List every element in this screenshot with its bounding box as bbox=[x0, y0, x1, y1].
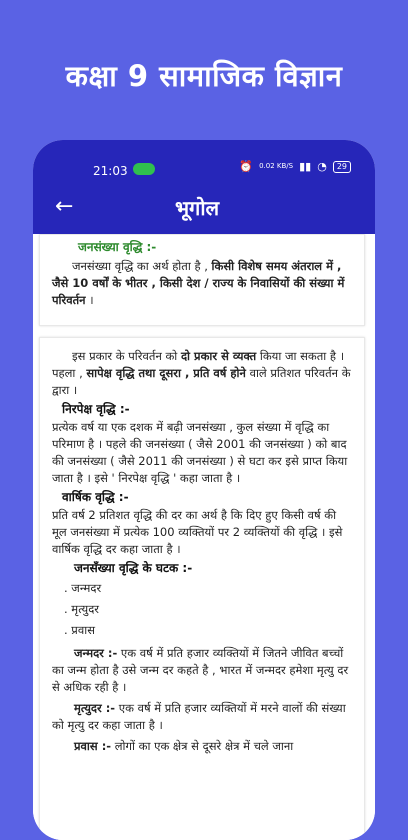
list-item: . जन्मदर bbox=[64, 581, 102, 595]
section-heading: वार्षिक वृद्धि :- bbox=[62, 490, 129, 504]
phone-frame bbox=[33, 140, 375, 840]
wifi-icon: ◔ bbox=[317, 160, 327, 173]
section-heading: जनसंख्या वृद्धि :- bbox=[78, 240, 157, 254]
paragraph: मृत्युदर :- एक वर्ष में प्रति हजार व्यक्तियों में मरने वालों की संख्या को मृत्यु दर कहा जाता है । bbox=[52, 701, 346, 732]
paragraph: जन्मदर :- एक वर्ष में प्रति हजार व्यक्तियों में जितने जीवित बच्चों का जन्म होता है उसे जन्म दर कहते है , भारत में जन्मदर हमेशा मृत्यु दर से अधिक रही है । bbox=[52, 646, 349, 694]
app-bar bbox=[33, 182, 375, 234]
battery-icon: 29 bbox=[333, 161, 351, 173]
section-heading: निरपेक्ष वृद्धि :- bbox=[62, 402, 130, 416]
paragraph: प्रवास :- लोगों का एक क्षेत्र से दूसरे क्षेत्र में चले जाना bbox=[74, 739, 294, 753]
page-card bbox=[39, 337, 365, 840]
page-card bbox=[39, 234, 365, 326]
alarm-icon: ⏰ bbox=[239, 160, 254, 173]
section-heading: जनसँख्या वृद्धि के घटक :- bbox=[74, 561, 193, 575]
app-title: भूगोल bbox=[175, 196, 220, 220]
signal-icon: ▮▮ bbox=[299, 160, 312, 173]
status-icons bbox=[239, 160, 351, 173]
call-indicator-icon bbox=[133, 163, 155, 175]
content-area[interactable] bbox=[33, 234, 375, 840]
list-item: . मृत्युदर bbox=[64, 602, 100, 616]
paragraph: प्रत्येक वर्ष या एक दशक में बढ़ी जनसंख्या , कुल संख्या में वृद्धि का परिमाण है । पहले की जनसंख्या ( जैसे 2001 की जनसंख्या ) को बाद की जनसंख्या ( जैसे 2011 की जनसंख्या ) से घटा कर इसे प्राप्त किया जाता है । इसे ' निरपेक्ष वृद्धि ' कहा जाता है । bbox=[52, 420, 348, 485]
promo-title: कक्षा 9 सामाजिक विज्ञान bbox=[65, 59, 343, 93]
back-arrow-icon[interactable]: ← bbox=[55, 194, 74, 219]
network-speed: 0.02 KB/S bbox=[259, 162, 294, 170]
list-item: . प्रवास bbox=[64, 623, 96, 637]
paragraph: जनसंख्या वृद्धि का अर्थ होता है , किसी विशेष समय अंतराल में , जैसे 10 वर्षों के भीतर , किसी देश / राज्य के निवासियों की संख्या में परिवर्तन । bbox=[52, 259, 345, 307]
paragraph: प्रति वर्ष 2 प्रतिशत वृद्धि की दर का अर्थ है कि दिए हुए किसी वर्ष की मूल जनसंख्या में प्रत्येक 100 व्यक्तियों पर 2 व्यक्तियों की वृद्धि । इसे वार्षिक वृद्धि दर कहा जाता है । bbox=[52, 508, 343, 556]
status-bar bbox=[33, 140, 375, 182]
status-time: 21:03 bbox=[93, 164, 128, 178]
paragraph: इस प्रकार के परिवर्तन को दो प्रकार से व्यक्त किया जा सकता है । पहला , सापेक्ष वृद्धि तथा दूसरा , प्रति वर्ष होने वाले प्रतिशत परिवर्तन के द्वारा । bbox=[52, 349, 351, 397]
